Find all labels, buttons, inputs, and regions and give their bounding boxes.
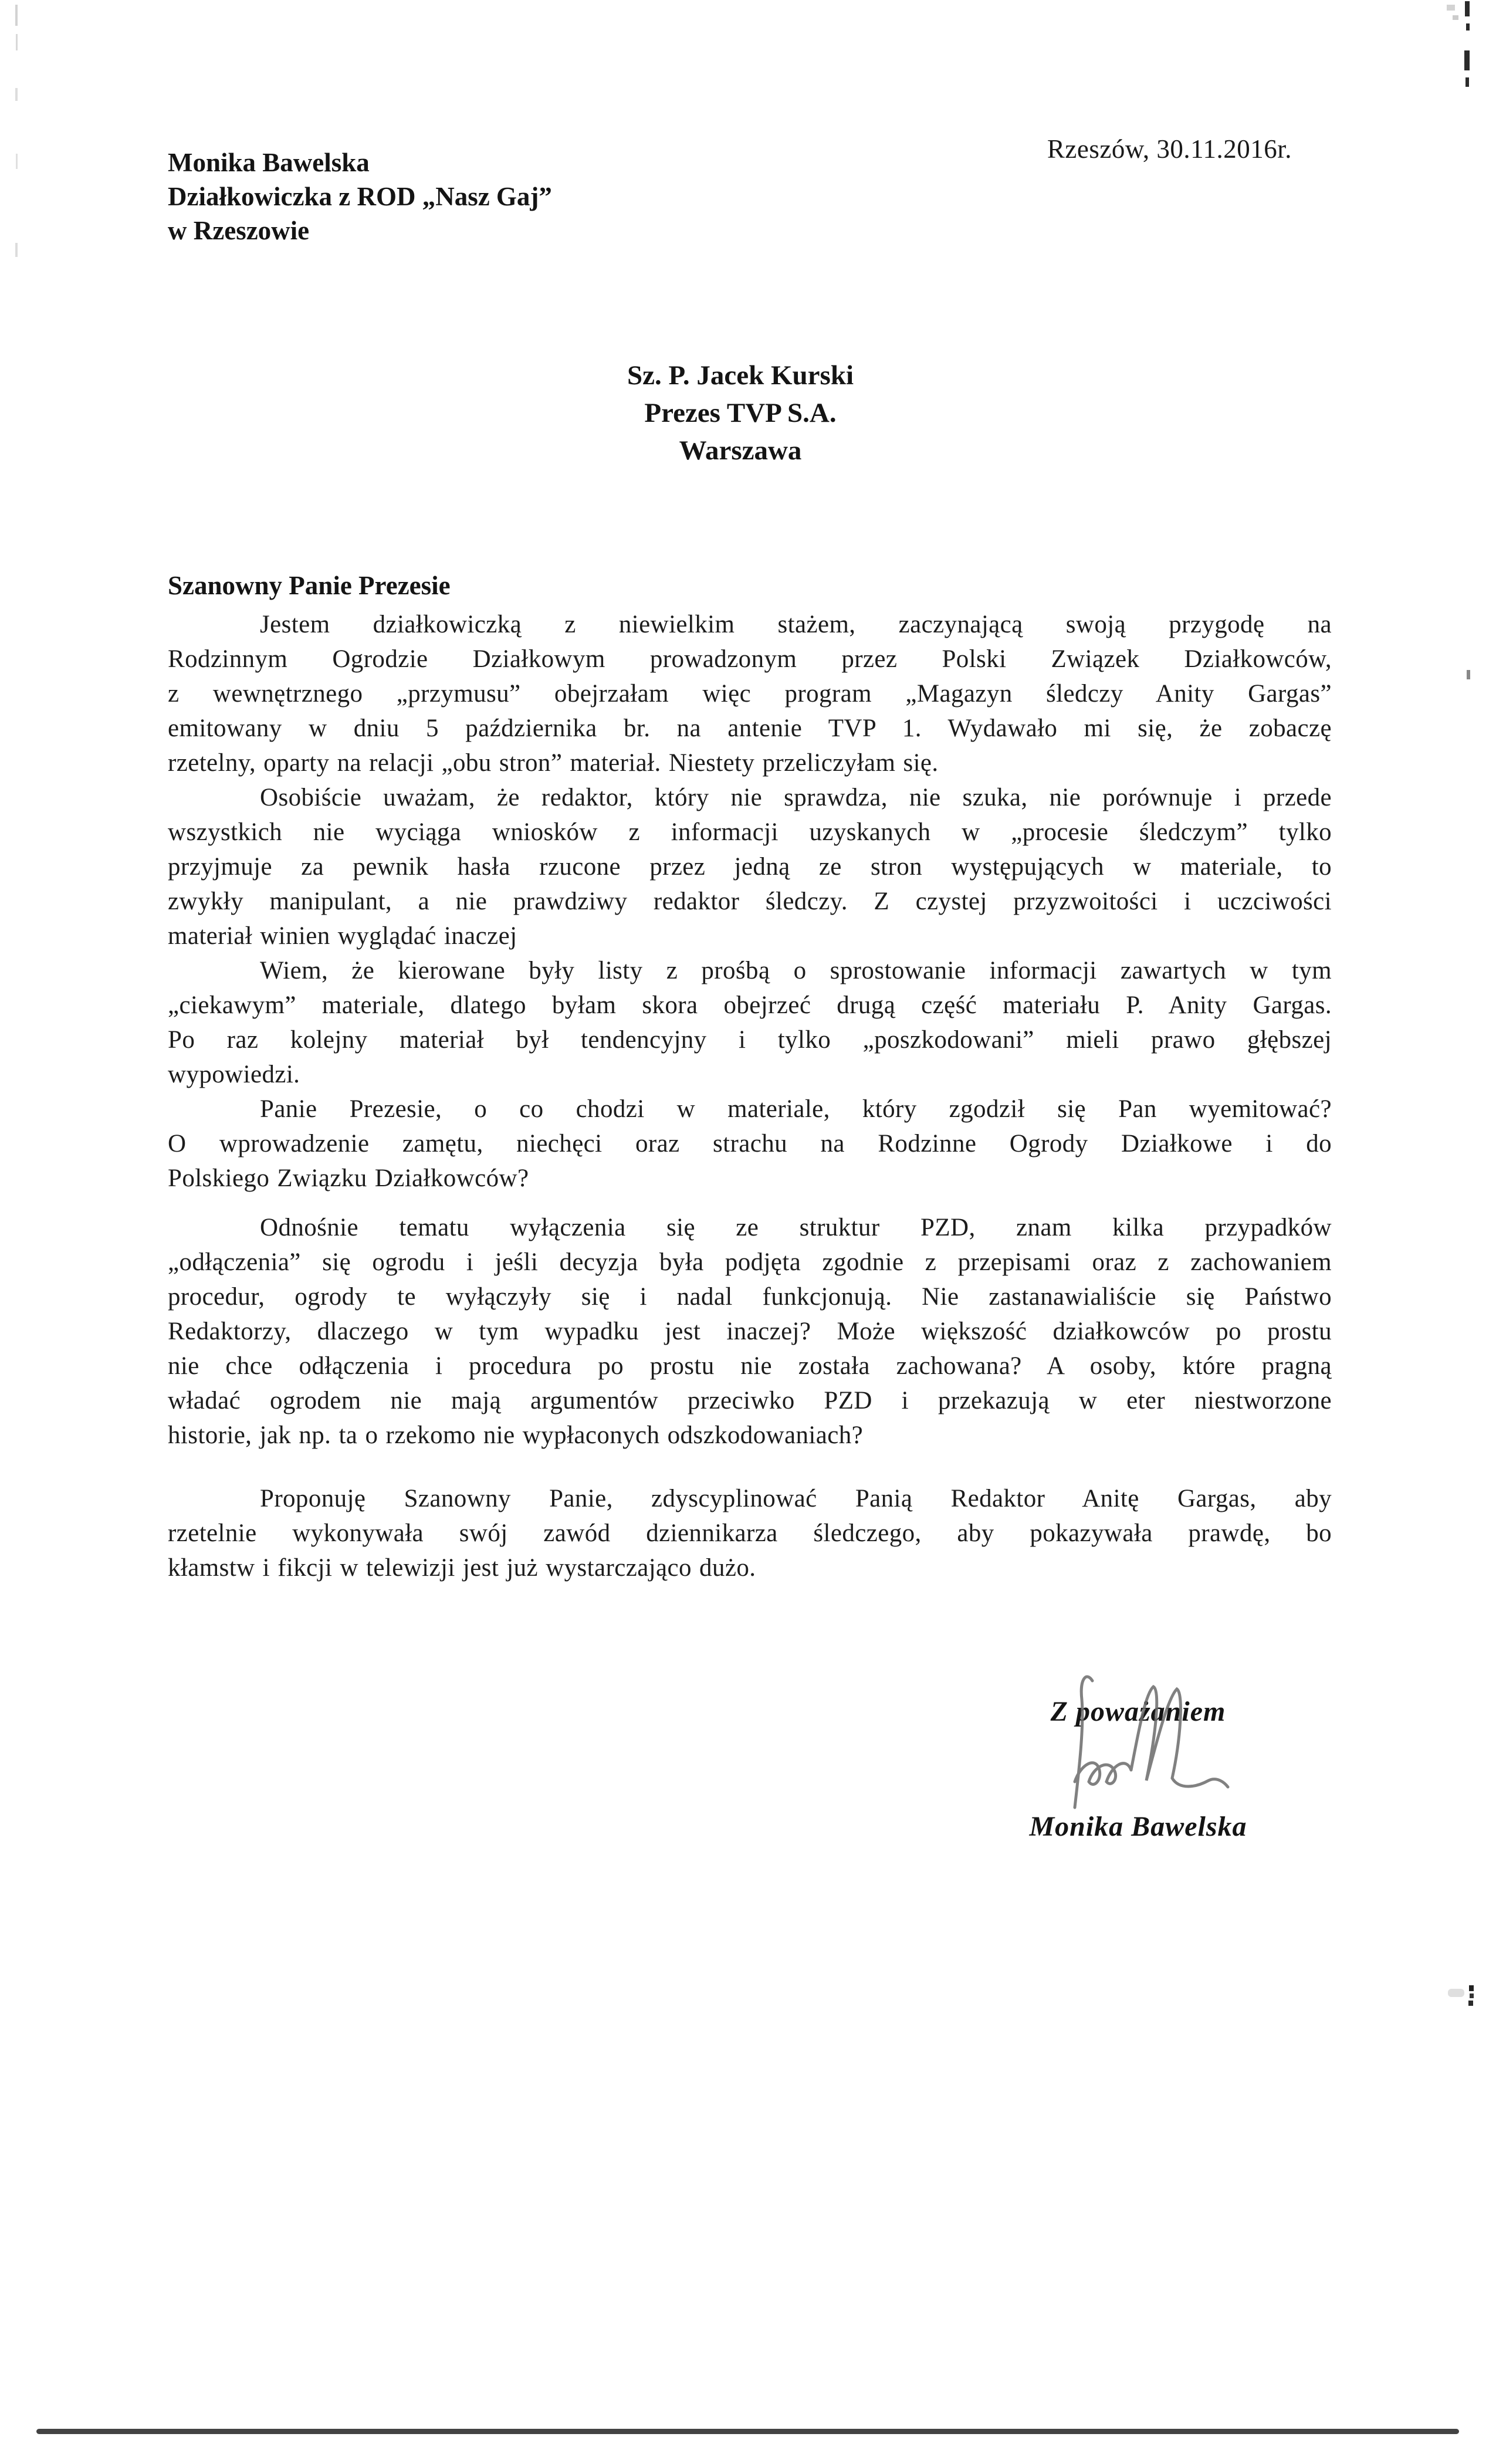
body-line: przyjmuje za pewnik hasła rzucone przez jedną ze stron występujących w materiale, to	[168, 853, 1332, 881]
sender-city: w Rzeszowie	[168, 216, 310, 245]
body-line: historie, jak np. ta o rzekomo nie wypłaconych odszkodowaniach?	[168, 1421, 864, 1449]
scan-artifact-right-edge-8	[1468, 2001, 1473, 2006]
scan-artifact-left-edge-4	[16, 154, 18, 169]
scan-artifact-right-speck-2	[1453, 15, 1458, 20]
scan-artifact-left-edge-5	[15, 243, 18, 257]
sender-block	[168, 145, 552, 248]
body-line: rzetelny, oparty na relacji „obu stron” materiał. Niestety przeliczyłam się.	[168, 749, 939, 777]
paragraph-6	[168, 1481, 1332, 1585]
body-line: „ciekawym” materiale, dlatego byłam skora obejrzeć drugą część materiału P. Anity Gargas.	[168, 991, 1332, 1019]
closing-phrase: Z poważaniem	[1050, 1696, 1226, 1727]
body-line: Po raz kolejny materiał był tendencyjny i tylko „poszkodowani” mieli prawo głębszej	[168, 1026, 1332, 1054]
body-line: Polskiego Związku Działkowców?	[168, 1165, 529, 1192]
body-line: z wewnętrznego „przymusu” obejrzałam więc program „Magazyn śledczy Anity Gargas”	[168, 680, 1332, 708]
paragraph-1	[168, 607, 1332, 780]
recipient-title: Prezes TVP S.A.	[644, 398, 837, 428]
scan-artifact-right-speck-1	[1447, 5, 1455, 11]
scan-artifact-right-smudge	[1448, 1989, 1464, 1997]
salutation: Szanowny Panie Prezesie	[168, 571, 451, 600]
body-line: Panie Prezesie, o co chodzi w materiale, który zgodził się Pan wyemitować?	[260, 1095, 1332, 1123]
body-line: emitowany w dniu 5 października br. na antenie TVP 1. Wydawało mi się, że zobaczę	[168, 715, 1332, 742]
body-line: wszystkich nie wyciąga wniosków z informacji uzyskanych w „procesie śledczym” tylko	[168, 818, 1332, 846]
body-line: Osobiście uważam, że redaktor, który nie sprawdza, nie szuka, nie porównuje i przede	[260, 784, 1332, 811]
body-line: rzetelnie wykonywała swój zawód dziennikarza śledczego, aby pokazywała prawdę, bo	[168, 1519, 1332, 1547]
signature-handwriting	[1050, 1663, 1244, 1810]
scan-artifact-left-edge-2	[16, 34, 18, 50]
paragraph-4	[168, 1092, 1332, 1196]
scan-artifact-right-edge-7	[1470, 1993, 1474, 1998]
scan-artifact-right-edge-3	[1464, 50, 1470, 70]
body-line: procedur, ogrody te wyłączyły się i nadal funkcjonują. Nie zastanawialiście się Państwo	[168, 1283, 1332, 1311]
scan-artifact-right-edge-6	[1469, 1985, 1474, 1991]
paragraph-5	[168, 1210, 1332, 1453]
body-line: O wprowadzenie zamętu, niechęci oraz strachu na Rodzinne Ogrody Działkowe i do	[168, 1130, 1332, 1157]
body-line: Odnośnie tematu wyłączenia się ze struktur PZD, znam kilka przypadków	[260, 1214, 1332, 1241]
body-line: Redaktorzy, dlaczego w tym wypadku jest inaczej? Może większość działkowców po prostu	[168, 1318, 1332, 1345]
scan-artifact-right-edge-4	[1465, 77, 1469, 87]
body-line: Jestem działkowiczką z niewielkim stażem, zaczynającą swoją przygodę na	[260, 611, 1332, 638]
recipient-name: Sz. P. Jacek Kurski	[627, 360, 854, 391]
sender-role: Działkowiczka z ROD „Nasz Gaj”	[168, 182, 552, 211]
closing-signature-name: Monika Bawelska	[1029, 1811, 1247, 1842]
date-line: Rzeszów, 30.11.2016r.	[1047, 134, 1292, 164]
recipient-block	[154, 357, 1327, 469]
body-line: materiał winien wyglądać inaczej	[168, 922, 517, 950]
body-line: kłamstw i fikcji w telewizji jest już wystarczająco dużo.	[168, 1554, 756, 1582]
paragraph-2	[168, 780, 1332, 953]
scan-artifact-right-edge-2	[1466, 23, 1470, 31]
paragraph-3	[168, 953, 1332, 1092]
body-line: Proponuję Szanowny Panie, zdyscyplinować Panią Redaktor Anitę Gargas, aby	[260, 1485, 1332, 1512]
letter-body	[168, 607, 1332, 1585]
body-line: Rodzinnym Ogrodzie Działkowym prowadzonym przez Polski Związek Działkowców,	[168, 645, 1332, 673]
scan-artifact-left-edge-3	[15, 88, 18, 101]
body-line: Wiem, że kierowane były listy z prośbą o sprostowanie informacji zawartych w tym	[260, 957, 1332, 984]
recipient-city: Warszawa	[679, 435, 802, 466]
body-line: władać ogrodem nie mają argumentów przeciwko PZD i przekazują w eter niestworzone	[168, 1387, 1332, 1414]
body-line: zwykły manipulant, a nie prawdziwy redaktor śledczy. Z czystej przyzwoitości i uczciwości	[168, 888, 1332, 915]
scan-artifact-right-edge-5	[1467, 670, 1470, 679]
body-line: „odłączenia” się ogrodu i jeśli decyzja była podjęta zgodnie z przepisami oraz z zachowaniem	[168, 1248, 1332, 1276]
body-line: wypowiedzi.	[168, 1061, 300, 1088]
sender-name: Monika Bawelska	[168, 148, 370, 177]
scan-artifact-bottom-bar	[36, 2429, 1459, 2434]
scan-artifact-right-edge-1	[1465, 1, 1470, 16]
scan-artifact-left-edge-1	[15, 5, 18, 26]
body-line: nie chce odłączenia i procedura po prostu nie została zachowana? A osoby, które pragną	[168, 1352, 1332, 1380]
